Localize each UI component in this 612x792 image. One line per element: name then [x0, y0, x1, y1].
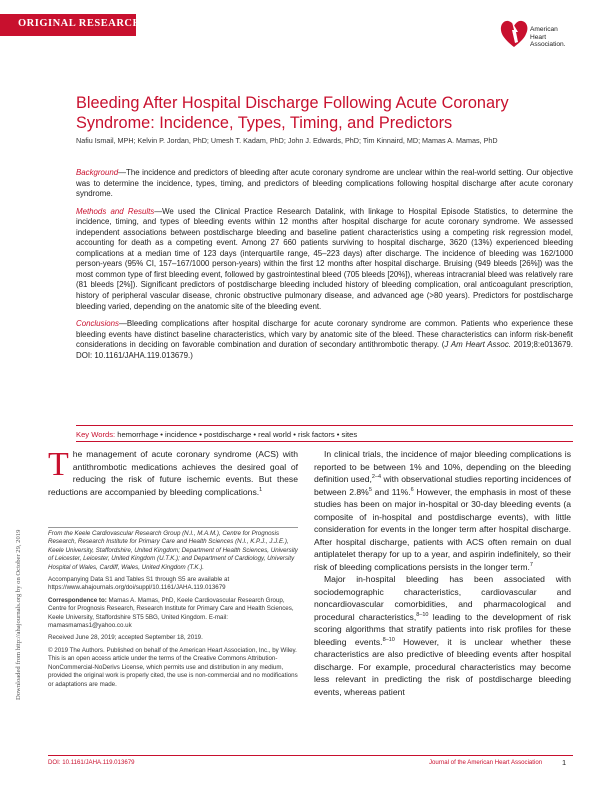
p1-text-d: However, the emphasis in most of these studies has been on major in-hospital or 30-day bleeding events (a composite of in-hospital and postdischarge events), with little consideration for events in the longer term after hospital discharge. After hospital discharge, patients with ACS often remain on dual antiplatelet therapy for up to a year, and aspirin indefinitely, so their risk of bleeding complications persists in the longer term.: [314, 486, 571, 572]
page-number: 1: [562, 758, 567, 767]
copyright-note: © 2019 The Authors. Published on behalf of the American Heart Association, Inc., by Wiley. This is an open access article under the terms of the Creative Commons Attribution-NonCommercial-NoDerivs License, which permits use and distribution in any medium, provided the original work is properly cited, the use is non-commercial and no modifications or adaptations are made.: [48, 646, 298, 688]
p2-text-c: However, it is unclear whether these characteristics are also predictive of bleeding events after hospital discharge. For example, procedural characteristics may become less relevant in predicting the risk of postdischarge bleeding events, whereas patient: [314, 636, 572, 697]
download-watermark-text: Downloaded from http://ahajournals.org by on October 29, 2019: [15, 529, 22, 700]
received-note: Received June 28, 2019; accepted September 18, 2019.: [48, 634, 203, 642]
logo-text: [530, 26, 566, 49]
background-text: —The incidence and predictors of bleeding after acute coronary syndrome are unclear within the real-world setting. Our objective was to determine the incidence, types, timing, and predictors of bleeding complications following hospital discharge after acute coronary syndrome.: [76, 168, 573, 199]
logo-line-3: Association.: [530, 41, 566, 49]
p2-text-b: leading to the development of risk scoring algorithms that stratify patients into risk profiles for these bleeding events.: [314, 611, 571, 647]
keywords-heading: Key Words:: [76, 430, 116, 439]
drop-cap: T: [48, 446, 69, 483]
intro-paragraph: [48, 448, 298, 498]
ref-2-4: 2–4: [371, 474, 382, 481]
correspondence-heading: Correspondence to:: [48, 596, 107, 604]
logo-line-2: Heart: [530, 33, 547, 41]
ref-6: 6: [410, 486, 414, 493]
background-heading: Background: [76, 168, 119, 177]
abstract-background: [76, 168, 573, 200]
p1-text-c: and 11%.: [371, 486, 411, 497]
p2-text-a: Major in-hospital bleeding has been associated with sociodemographic characteristics, cardiovascular and noncardiovascular comorbidities, and pharmacological and procedural characteristics,: [314, 574, 571, 622]
keywords-top-rule: [76, 425, 573, 426]
logo-line-1: American: [530, 26, 558, 33]
methods-text: —We used the Clinical Practice Research Datalink, with linkage to Hospital Episode Statistics, to determine the incidence, timing, and types of bleeding events within 12 months after hospital discharge for acute coronary syndrome. We assessed independent associations between postdischarge bleeding and baseline patient characteristics using a competing risk regression model, accounting for death as a competing event. Among 27 660 patients surviving to hospital discharge, 3620 (13%) experienced bleeding complications at a median time of 123 days (interquartile range, 45–223 days) after discharge. The incidence of bleeding was 162/1000 person-years (95% CI, 157–167/1000 person-years) within the first 12 months after hospital discharge. Bruising (949 bleeds [26%]) was the most common type of first bleeding event, followed by gastrointestinal bleed (705 bleeds [20%]), whereas intracranial bleed was relatively rare (81 bleeds [2%]). Significant predictors of postdischarge bleeding included history of bleeding complication, oral anticoagulant prescription, history of peripheral vascular disease, chronic obstructive pulmonary disease, and advanced age (>80 years). Predictors for postdischarge bleeding varied, depending on the anatomic site of the bleeding event.: [76, 206, 573, 311]
footer-doi: DOI: 10.1161/JAHA.119.013679: [48, 759, 135, 766]
ref-8-10-a: 8–10: [416, 611, 429, 618]
methods-heading: Methods and Results: [76, 206, 155, 216]
paragraph-trials: [314, 448, 571, 573]
conclusions-text: —Bleeding complications after hospital discharge for acute coronary syndrome are common. Patients who experience these bleeding events have distinct baseline characteristics, which vary by anatomic site of the bleed. These characteristics can inform risk-benefit considerations in deciding on favorable combination and duration of secondary antithrombotic therapy. (: [76, 319, 573, 350]
heart-torch-icon: [499, 16, 529, 50]
article-notes: [48, 530, 298, 693]
correspondence-text: Mamas A. Mamas, PhD, Keele Cardiovascular Research Group, Centre for Prognosis Research, Research Institute for Primary Care and Health Sciences, Keele University, Staffordshire ST5 5BG, United Kingdom. E-mail: mamasmamas1@yahoo.co.uk: [48, 596, 294, 630]
citation-journal: J Am Heart Assoc.: [444, 340, 511, 350]
ref-8-10-b: 8–10: [382, 636, 395, 643]
paragraph-major-bleeding: [314, 573, 571, 698]
download-watermark: [15, 320, 27, 700]
intro-text: he management of acute coronary syndrome (ACS) with antithrombotic medications achieves the desired goal of reducing the risk of future ischemic events. But these reductions are accompanied by bleeding complications.: [48, 449, 298, 497]
p1-text-a: In clinical trials, the incidence of major bleeding complications is reported to be between 1% and 10%, depending on the bleeding definition used,: [314, 449, 571, 484]
abstract-conclusions: [76, 319, 573, 361]
supplement-note: Accompanying Data S1 and Tables S1 through S5 are available at https://www.ahajournals.org/doi/suppl/10.1161/JAHA.119.013679: [48, 576, 230, 592]
notes-rule: [48, 527, 298, 528]
left-column: [48, 448, 298, 498]
keywords: [76, 430, 573, 439]
p1-text-b: with observational studies reporting incidences of between 2.8%: [314, 474, 572, 497]
article-title: Bleeding After Hospital Discharge Following Acute Coronary Syndrome: Incidence, Types, Timing, and Predictors: [76, 94, 509, 132]
ref-1: 1: [259, 486, 263, 493]
correspondence-note: [48, 597, 298, 631]
footer-rule: [48, 755, 573, 756]
conclusions-heading: Conclusions: [76, 319, 119, 329]
citation-details: 2019;8:e013679. DOI: 10.1161/JAHA.119.013679.): [76, 340, 573, 360]
right-column: [314, 448, 571, 698]
abstract: [76, 168, 573, 368]
aha-logo: [499, 14, 595, 54]
footer-journal: Journal of the American Heart Association: [429, 759, 543, 766]
abstract-methods: [76, 207, 573, 312]
ref-5: 5: [368, 486, 372, 493]
author-list: Nafiu Ismail, MPH; Kelvin P. Jordan, PhD; Umesh T. Kadam, PhD; John J. Edwards, PhD; Tim Kinnaird, MD; Mamas A. Mamas, PhD: [76, 136, 498, 145]
keywords-bottom-rule: [76, 441, 573, 442]
affiliation-note: From the Keele Cardiovascular Research Group (N.I., M.A.M.), Centre for Prognosis Research, Research Institute for Primary Care and Health Sciences (N.I., K.P.J., J.J.E.), Keele University, Staffordshire, United Kingdom; Department of Health Sciences, University of Leicester, Leicester, United Kingdom (U.T.K.); and Department of Cardiology, University Hospital of Wales, Cardiff, Wales, United Kingdom (T.K.).: [48, 530, 298, 571]
section-label: ORIGINAL RESEARCH: [18, 18, 142, 29]
keywords-list: hemorrhage • incidence • postdischarge • real world • risk factors • sites: [117, 430, 358, 439]
ref-7: 7: [529, 561, 533, 568]
